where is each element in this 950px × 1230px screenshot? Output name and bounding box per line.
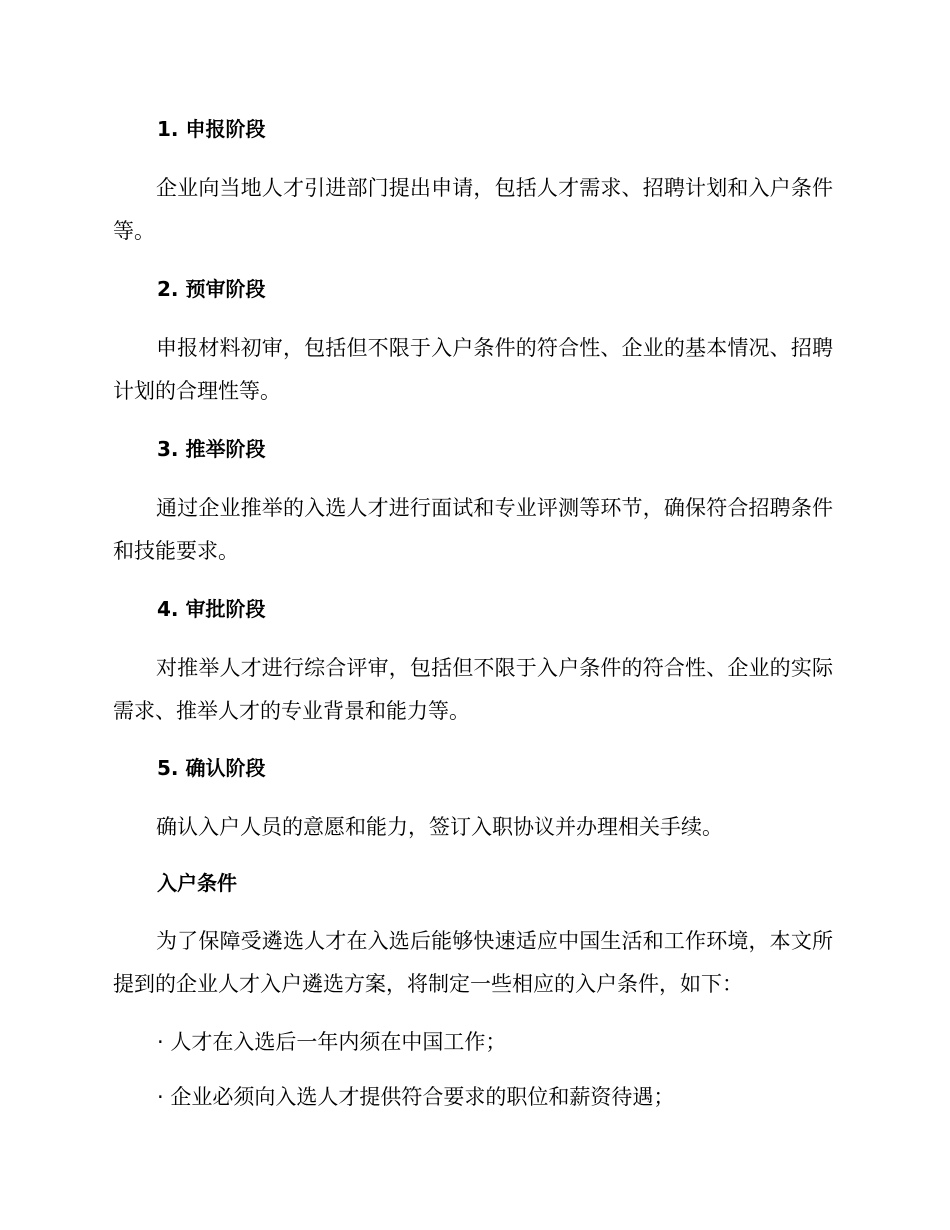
conditions-list-item: · 企业必须向入选人才提供符合要求的职位和薪资待遇； [157, 1085, 675, 1109]
conditions-heading: 入户条件 [157, 871, 237, 895]
section-heading: 5. 确认阶段 [157, 756, 266, 780]
conditions-intro: 为了保障受遴选人才在入选后能够快速适应中国生活和工作环境，本文所提到的企业人才入户遴选方案，将制定一些相应的入户条件，如下： [113, 929, 833, 996]
section-heading: 4. 审批阶段 [157, 597, 266, 621]
section-paragraph: 申报材料初审，包括但不限于入户条件的符合性、企业的基本情况、招聘计划的合理性等。 [113, 336, 833, 403]
section-heading: 3. 推举阶段 [157, 437, 266, 461]
conditions-list-item: · 人才在入选后一年内须在中国工作； [157, 1030, 507, 1054]
section-heading: 2. 预审阶段 [157, 277, 266, 301]
section-heading: 1. 申报阶段 [157, 117, 266, 141]
section-paragraph: 对推举人才进行综合评审，包括但不限于入户条件的符合性、企业的实际需求、推举人才的专业背景和能力等。 [113, 656, 833, 723]
section-paragraph: 企业向当地人才引进部门提出申请，包括人才需求、招聘计划和入户条件等。 [113, 176, 833, 243]
section-paragraph: 通过企业推举的入选人才进行面试和专业评测等环节，确保符合招聘条件和技能要求。 [113, 496, 833, 563]
section-paragraph: 确认入户人员的意愿和能力，签订入职协议并办理相关手续。 [156, 815, 723, 839]
